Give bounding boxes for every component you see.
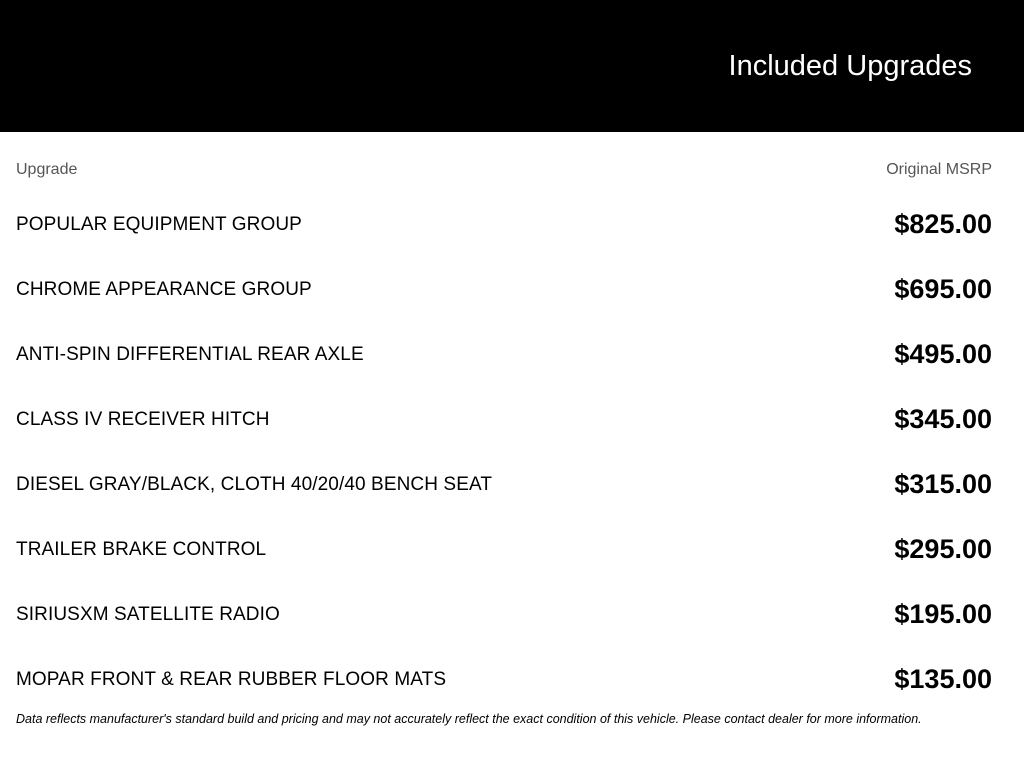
upgrade-name: CHROME APPEARANCE GROUP [16,278,312,300]
table-row [16,452,992,517]
upgrade-price: $195.00 [894,599,992,629]
upgrade-price: $695.00 [894,274,992,304]
upgrade-price: $135.00 [894,664,992,694]
upgrade-name: MOPAR FRONT & REAR RUBBER FLOOR MATS [16,668,447,690]
table-row [16,387,992,452]
column-header-upgrade: Upgrade [16,161,78,178]
header-bar [0,0,1024,132]
upgrade-price: $315.00 [894,469,992,499]
upgrade-price: $825.00 [894,209,992,239]
column-header-msrp: Original MSRP [886,161,992,178]
table-row [16,517,992,582]
table-row [16,257,992,322]
table-header [16,156,992,184]
upgrade-price: $295.00 [894,534,992,564]
upgrade-price: $345.00 [894,404,992,434]
upgrade-name: ANTI-SPIN DIFFERENTIAL REAR AXLE [16,343,364,365]
upgrade-name: CLASS IV RECEIVER HITCH [16,408,270,430]
upgrade-name: DIESEL GRAY/BLACK, CLOTH 40/20/40 BENCH SEAT [16,473,493,495]
table-row [16,322,992,387]
table-row [16,647,992,712]
page-title: Included Upgrades [728,50,972,82]
disclaimer-text: Data reflects manufacturer's standard build and pricing and may not accurately reflect the exact condition of this vehicle. Please contact dealer for more information. [16,712,922,726]
upgrade-name: POPULAR EQUIPMENT GROUP [16,213,302,235]
upgrades-table [16,156,992,712]
table-row [16,582,992,647]
table-row [16,192,992,257]
upgrade-name: SIRIUSXM SATELLITE RADIO [16,603,280,625]
table-body [16,192,992,712]
upgrade-name: TRAILER BRAKE CONTROL [16,538,267,560]
upgrade-price: $495.00 [894,339,992,369]
